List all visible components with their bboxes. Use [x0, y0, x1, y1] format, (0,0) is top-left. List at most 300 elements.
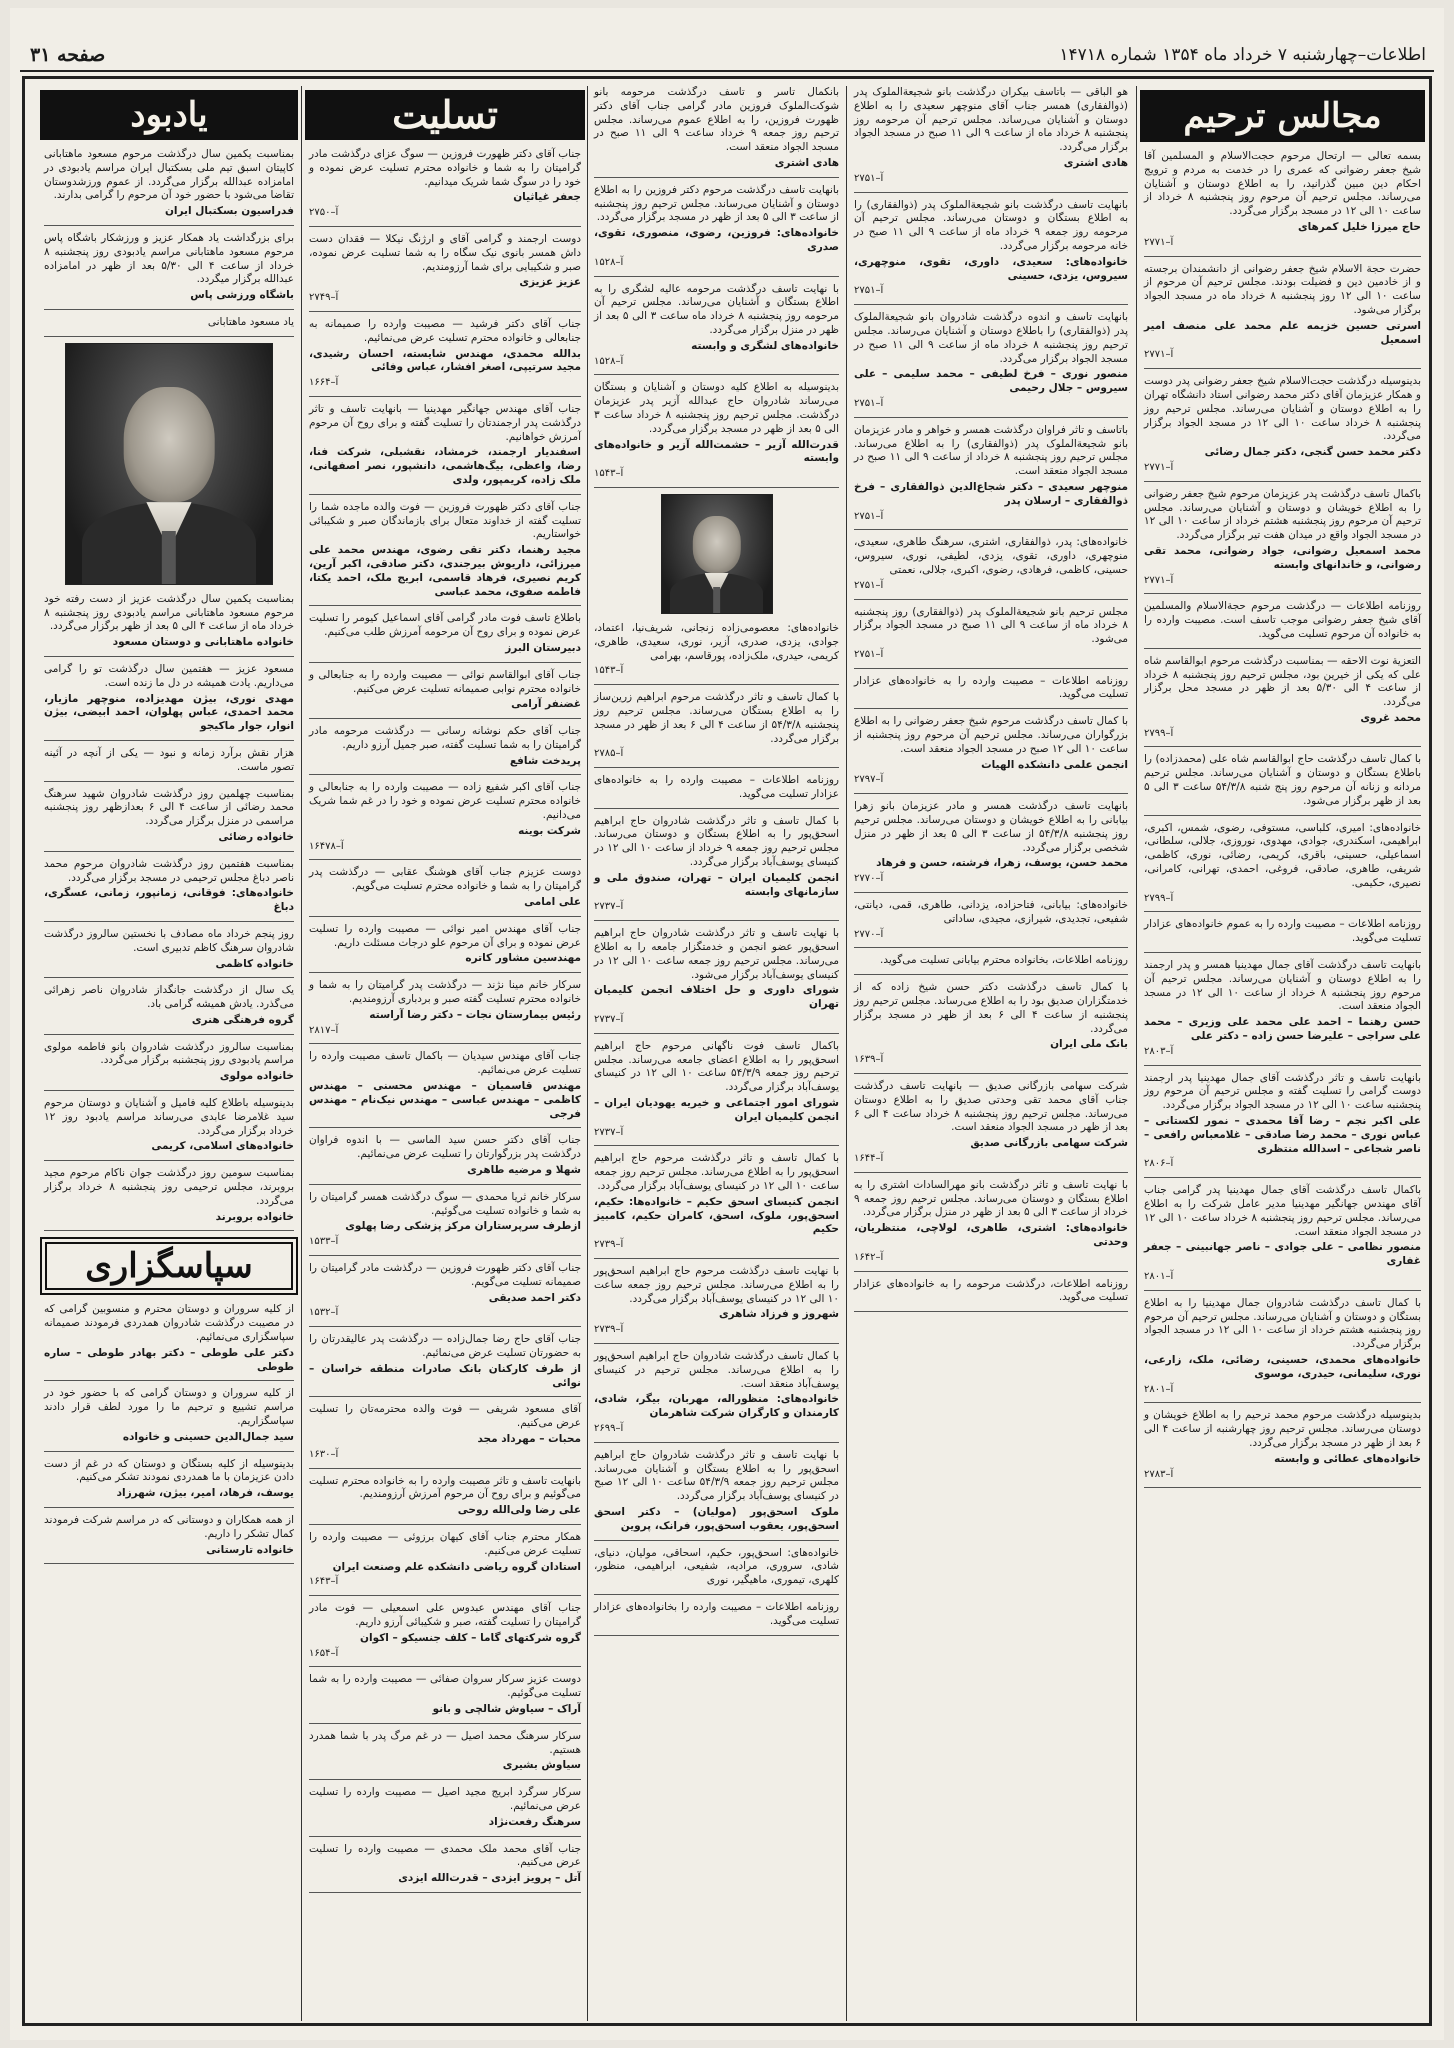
- notice-signature: خانواده مولوی: [219, 1070, 294, 1083]
- notice-text: شرکت سهامی بازرگانی صدیق — بانهایت تاسف درگذشت جناب آقای محمد تقی وحدتی صدیق را به اطلاع دوستان می‌رساند. مجلس ترحیم روز پنجشنبه ۸ خرداد ساعت ۴ الی ۶ بعد از ظهر در مسجد الجواد منعقد است.: [854, 1080, 1128, 1134]
- notice-signature: باشگاه ورزشی پاس: [190, 289, 294, 302]
- notice-text: جناب آقای ابوالقاسم نوائی — مصیبت وارده را به جنابعالی و خانواده محترم نوابی صمیمانه تسلیت عرض می‌کنیم.: [309, 668, 581, 695]
- notice-item: [854, 606, 1128, 669]
- notice-item: [309, 501, 581, 607]
- notice-signature: خانواده رضائی: [218, 830, 294, 843]
- notice-signature: خانواده تارستانی: [206, 1543, 294, 1556]
- notice-item: [44, 858, 294, 922]
- notice-list: [1140, 150, 1425, 1488]
- notice-text: جناب آقای مهندس عبدوس علی اسمعیلی — فوت مادر گرامیتان را تسلیت گفته، صبر و شکیبائی آرزو داریم.: [309, 1602, 581, 1628]
- notice-item: [309, 1262, 581, 1327]
- notice-item: [594, 1152, 839, 1259]
- notice-text: جناب آقای مهندس امیر نوائی — مصیبت وارده را تسلیت عرض نموده و برای آن مرحوم علو درجات مسئلت داریم.: [309, 922, 581, 949]
- notice-item: [1144, 918, 1421, 953]
- notice-text: با کمال تاسف درگذشت دکتر حسن شیخ زاده که از خدمتگزاران صدیق بود را به اطلاع می‌رساند. مجلس ترحیم روز پنجشنبه از ساعت ۴ الی ۶ بعد از ظهر در مسجد برگزار می‌گردد.: [854, 981, 1129, 1035]
- notice-signature: خانواده‌های محمدی، حسینی، رضائی، ملک، زارعی، نوری، سلیمانی، حیدری، موسوی: [1144, 1353, 1421, 1380]
- notice-signature: ازطرف سرپرستاران مرکز پزشکی رضا پهلوی: [345, 1220, 581, 1233]
- notice-text: خانواده‌های: پدر، ذوالفقاری، اشتری، سرهنگ طاهری، سعیدی، منوچهری، داوری، تقوی، یزدی، لطیفی، نوری، سیروس، حسینی، کاظمی، فرهادی، رضوی، اکبری، جلالی، نعمتی: [854, 536, 1128, 576]
- notice-item: [1144, 263, 1421, 370]
- notice-item: [1144, 1297, 1421, 1404]
- notice-item: [1144, 1072, 1421, 1179]
- notice-signature: انجمن کلیمیان ایران – تهران، صندوق ملی و سازمانهای وابسته: [594, 871, 839, 898]
- column-divider: [846, 86, 847, 2021]
- ad-code: آ–۲۷۵۱: [854, 579, 884, 591]
- notice-item: [854, 981, 1128, 1074]
- notice-signature: مهدی نوری، بیژن مهدیزاده، منوچهر مازیار، محمد احمدی، عباس پهلوان، احمد ابیضی، بیژن انوار، جوار ماکیجو: [44, 692, 294, 733]
- notice-item: [594, 691, 839, 768]
- section-banner-sepasgozari: سپاسگزاری: [40, 1237, 298, 1295]
- ad-code: آ–۲۷۵۱: [854, 648, 884, 660]
- notice-item: [854, 311, 1128, 418]
- notice-text: با کمال تاسف و تاثر درگذشت مرحوم ابراهیم زرین‌ساز را به اطلاع بستگان می‌رساند. مجلس ترحیم روز پنجشنبه ۵۴/۳/۸ از ساعت ۴ الی ۶ بعد از ظهر در مسجد برگزار می‌گردد.: [594, 691, 839, 745]
- notice-text: جناب آقای دکتر ظهورت فروزین — سوگ عزای درگذشت مادر گرامیتان را به شما و خانواده محترم تسلیت عرض نموده و خود را در سوگ شما شریک میدانیم.: [309, 148, 581, 188]
- notice-text: جناب آقای مهندس جهانگیر مهدینیا — بانهایت تاسف و تاثر درگذشت پدر ارجمندتان را تسلیت گفته و برای روح آن مرحوم آمرزش خواهانیم.: [309, 402, 581, 443]
- column-notices-3: [590, 86, 843, 2021]
- notice-item: [1144, 1409, 1421, 1488]
- notice-text: سرکار خانم ثریا محمدی — سوگ درگذشت همسر گرامیتان را به شما و خانواده تسلیت می‌گوئیم.: [309, 1190, 581, 1217]
- notice-signature: هادی اشتری: [774, 156, 839, 169]
- notice-item: [1144, 959, 1421, 1066]
- notice-item: [309, 1843, 581, 1893]
- notice-signature: خانواده ماهتابانی و دوستان مسعود: [112, 636, 294, 649]
- notice-item: [854, 1278, 1128, 1313]
- ad-code: آ–۲۷۳۹: [594, 1239, 624, 1251]
- notice-item: [309, 1673, 581, 1723]
- notice-signature: علی رضا ولی‌الله روحی: [457, 1504, 581, 1517]
- ad-code: آ–۲۷۷۰: [854, 873, 884, 885]
- notice-text: جناب آقای مهندس سیدیان — باکمال تاسف مصیبت وارده را تسلیت عرض می‌نمائیم.: [309, 1050, 581, 1077]
- notice-text: بسمه تعالی — ارتحال مرحوم حجت‌الاسلام و المسلمین آقا شیخ جعفر رضوانی که عمری را در خدمت به مردم و ترویج احکام دین مبین گذرانید، را به اطلاع دوستان و آشنایان می‌رساند. مجلس ترحیم آن مرحوم روز پنجشنبه ۸ خرداد از ساعت ۱۰ الی ۱۲ در مسجد برگزار می‌گردد.: [1144, 150, 1421, 218]
- notice-signature: مجید رهنما، دکتر تقی رضوی، مهندس محمد علی میرزائی، داریوش بیرجندی، دکتر صادقی، اکبر آرین، کریم نصیری، فرهاد قاسمی، ابریج ملک، احمد یکتا، فاطمه صفوی، محمد عباسی: [309, 544, 581, 598]
- notice-item: [309, 669, 581, 719]
- notice-signature: خانواده‌های عطائی و وابسته: [1274, 1452, 1421, 1465]
- notice-text: یاد مسعود ماهتابانی: [207, 315, 294, 328]
- notice-text: بانهایت تاسف درگذشت آقای جمال مهدینیا همسر و پدر ارجمند را به اطلاع دوستان و آشنایان می‌رساند. مجلس ترحیم آن مرحوم روز پنجشنبه ۸ خرداد از ساعت ۱۰ الی ۱۲ در مسجد الجواد منعقد است.: [1144, 959, 1422, 1013]
- notice-signature: دکتر احمد صدیقی: [488, 1291, 581, 1304]
- notice-item: [594, 774, 839, 809]
- notice-item: [309, 979, 581, 1044]
- ad-code: آ–۱۶۴۴: [854, 1153, 884, 1164]
- notice-item: [1144, 753, 1421, 815]
- notice-text: باکمال تاسف درگذشت پدر عزیزمان مرحوم شیخ جعفر رضوانی را به اطلاع خویشان و دوستان و آشنایان می‌رساند. مجلس ترحیم آن مرحوم روز پنجشنبه هشتم خرداد از ساعت ۱۰ الی ۱۲ در مسجد الجواد واقع در میدان هفت تیر برگزار می‌گردد.: [1144, 487, 1422, 542]
- notice-signature: خانواده‌های: فروزین، رضوی، منصوری، تقوی، صدری: [594, 227, 839, 253]
- notice-signature: محبات – مهرداد مجد: [477, 1432, 581, 1445]
- notice-item: [594, 86, 839, 178]
- notice-text: بدینوسیله از کلیه بستگان و دوستان که در غم از دست دادن عزیزمان با ما همدردی نمودند تشکر می‌کنیم.: [44, 1457, 294, 1484]
- ad-code: آ–۲۷۷۱: [1144, 574, 1174, 586]
- ad-code: آ–۲۷۵۱: [854, 510, 884, 522]
- notice-text: بدینوسیله باطلاع کلیه فامیل و آشنایان و دوستان مرحوم سید غلامرضا عابدی می‌رساند مراسم یادبود روز ۱۲ خرداد برگزار می‌گردد.: [44, 1097, 294, 1137]
- notice-list: [590, 86, 843, 1636]
- notice-text: باکمال تاسف درگذشت آقای جمال مهدینیا پدر گرامی جناب آقای مهندس جهانگیر مهدینیا مدیر عامل شرکت را به اطلاع می‌رساند. مجلس ترحیم روز پنجشنبه ۸ خرداد ساعت ۱۰ الی ۱۲ در مسجد الجواد منعقد است.: [1144, 1184, 1421, 1238]
- notice-text: جناب آقای دکتر حسن سید الماسی — با اندوه فراوان درگذشت پدر بزرگوارتان را تسلیت عرض می‌نمائیم.: [309, 1134, 581, 1161]
- ad-code: آ–۲۶۹۹: [594, 1422, 624, 1434]
- notice-text: با کمال تاسف درگذشت شادروان جمال مهدینیا را به اطلاع بستگان و دوستان و آشنایان می‌رساند. مجلس ترحیم آن مرحوم روز پنجشنبه هشتم خرداد از ساعت ۱۰ الی ۱۲ در مسجد الجواد برگزار می‌گردد.: [1144, 1296, 1421, 1351]
- column-divider: [1136, 86, 1137, 2021]
- notice-text: بمناسبت سومین روز درگذشت جوان ناکام مرحوم مجید بروبرند، مجلس ترحیمی روز پنجشنبه ۸ خرداد برگزار می‌گردد.: [44, 1167, 295, 1207]
- ad-code: آ–۲۸۰۱: [1144, 1383, 1174, 1395]
- notice-text: التعزیة نوت الاحقه — بمناسبت درگذشت مرحوم ابوالقاسم شاه علی که یکی از خیرین بود، مجلس ترحیم روز پنجشنبه ۸ خرداد از ساعت ۴ الی ۵/۳۰ بعد از ظهر در مسجد محل برگزار می‌گردد.: [1144, 654, 1422, 709]
- ad-code: آ–۲۷۳۹: [594, 1324, 624, 1336]
- notice-signature: بدالله محمدی، مهندس شایسته، احسان رشیدی، مجید سرتیپی، اصغر افشار، عباس وفائی: [309, 347, 581, 374]
- notice-text: با نهایت تاسف و تاثر درگذشت شادروان حاج ابراهیم اسحق‌پور را به اطلاع بستگان و آشنایان می‌رساند. مجلس ترحیم روز جمعه ۵۴/۳/۹ ساعت ۱۰ الی ۱۲ صبح در کنیسای یوسف‌آباد برگزار می‌گردد.: [594, 1448, 840, 1503]
- notice-item: [594, 381, 839, 488]
- notice-item: [44, 1303, 294, 1381]
- ad-code: آ–۱۵۳۳: [309, 1236, 339, 1248]
- notice-signature: شورای داوری و حل اختلاف انجمن کلیمیان تهران: [594, 984, 839, 1011]
- ad-code: آ–۱۵۲۸: [594, 256, 624, 268]
- notice-signature: غضنفر آرامی: [511, 698, 581, 711]
- ad-code: آ–۲۷۸۵: [594, 748, 624, 760]
- notice-signature: خانواده‌های اسلامی، کریمی: [151, 1140, 294, 1153]
- notice-signature: انجمن کنیسای اسحق حکیم – خانواده‌ها: حکیم، اسحق‌پور، ملوک، اسحق، کامران حکیم، کامبیز حکیم: [594, 1195, 839, 1236]
- notice-text: هو الباقی — باتاسف بیکران درگذشت بانو شجیعةالملوک پدر (ذوالفقاری) همسر جناب آقای منوچهر سعیدی را به اطلاع دوستان و آشنایان می‌رساند. مجلس ترحیم آن مرحومه روز پنجشنبه ۸ خرداد ماه از ساعت ۹ الی ۱۱ صبح در مسجد الجواد برگزار می‌گردد.: [854, 86, 1128, 154]
- notice-signature: اسرتی حسین خزیمه علم محمد علی منصف امیر اسمعیل: [1144, 319, 1421, 346]
- ad-code: آ–۲۷۹۹: [1144, 727, 1174, 739]
- notice-item: [309, 148, 581, 227]
- notice-item: [594, 1265, 839, 1344]
- notice-signature: خانواده‌های: اشتری، طاهری، لولاچی، منتظریان، وحدتی: [854, 1222, 1128, 1248]
- column-divider: [587, 86, 588, 2021]
- notice-text: روزنامه اطلاعات – مصیبت وارده را بخانواده‌های عزادار تسلیت می‌گوید.: [594, 1600, 839, 1627]
- notice-item: [309, 923, 581, 973]
- notice-signature: بانک ملی ایران: [1050, 1038, 1128, 1051]
- ad-code: آ–۱۵۳۲: [309, 1307, 339, 1319]
- ad-code: آ–۱۶۵۴: [309, 1647, 339, 1659]
- notice-signature: خانواده بروبرند: [215, 1210, 294, 1223]
- notice-item: [44, 593, 294, 657]
- notice-text: جناب آقای دکتر ظهورت فروزین — فوت والده ماجده شما را تسلیت گفته از خداوند متعال برای بازماندگان صبر و شکیبائی خواستاریم.: [309, 500, 581, 541]
- notice-item: [594, 283, 839, 376]
- ad-code: آ–۲۷۸۳: [1144, 1468, 1174, 1480]
- notice-text: همکار محترم جناب آقای کیهان برزوئی — مصیبت وارده را تسلیت عرض می‌کنیم.: [309, 1530, 581, 1557]
- notice-text: بمناسبت سالروز درگذشت شادروان بانو فاطمه مولوی مراسم یادبودی روز پنجشنبه برگزار می‌گردد.: [44, 1040, 294, 1067]
- ad-code: آ–۲۷۳۷: [594, 1014, 624, 1026]
- notice-item: [44, 1387, 294, 1451]
- notice-text: دوست عزیز سرکار سروان صفائی — مصیبت وارده را به شما تسلیت می‌گوئیم.: [309, 1673, 581, 1700]
- notice-item: [1144, 150, 1421, 257]
- notice-text: بدینوسیله به اطلاع کلیه دوستان و آشنایان و بستگان می‌رساند شادروان حاج عبدالله آزیر پدر عزیزمان درگذشت. مجلس ترحیم روز پنجشنبه ۸ خرداد ساعت ۳ الی ۵ بعد از ظهر در مسجد برگزار می‌گردد.: [594, 381, 840, 435]
- notice-item: [594, 927, 839, 1034]
- portrait-photo: [65, 343, 273, 585]
- notice-item: [854, 675, 1128, 710]
- ad-code: آ–۲۷۵۱: [854, 172, 884, 184]
- notice-signature: حاج میرزا خلیل کمرهای: [1297, 220, 1421, 233]
- notice-item: [309, 1134, 581, 1184]
- notice-item: [44, 747, 294, 782]
- ad-code: آ–۲۷۷۱: [1144, 461, 1174, 473]
- notice-signature: از طرف کارکنان بانک صادرات منطقه خراسان – نوائی: [309, 1362, 581, 1389]
- notice-item: [309, 1050, 581, 1128]
- notice-signature: اسفندیار ارجمند، خرمشاد، نقشبلی، شرکت فنا، رضا، واعظی، بیگ‌هاشمی، دانشپور، نصر اصفهانی، ملک زاده، کریمپور، ولدی: [309, 446, 581, 486]
- notice-item: [44, 1167, 294, 1231]
- notice-signature: شورای امور اجتماعی و خیریه یهودیان ایران – انجمن کلیمیان ایران: [594, 1097, 839, 1123]
- notice-item: [854, 715, 1128, 794]
- notice-signature: مهندسین مشاور کاتره: [465, 952, 581, 965]
- notice-text: بانهایت تاسف و تاثر مصیبت وارده را به خانواده محترم تسلیت می‌گوئیم و برای روح آن مرحوم آمرزش آرزومندیم.: [309, 1474, 581, 1501]
- notice-text: با کمال تاسف و تاثر درگذشت شادروان حاج ابراهیم اسحق‌پور را به اطلاع بستگان و دوستان می‌رساند. مجلس ترحیم روز جمعه ۹ خرداد از ساعت ۱۰ الی ۱۲ در کنیسای یوسف‌آباد برگزار می‌گردد.: [594, 814, 840, 869]
- notice-text: روزنامه اطلاعات، بخانواده محترم بیابانی تسلیت می‌گوید.: [880, 954, 1128, 967]
- notice-item: [309, 781, 581, 860]
- notice-item: [594, 1040, 839, 1147]
- notice-item: [594, 815, 839, 922]
- ad-code: آ–۲۸۱۷: [309, 1024, 339, 1036]
- notice-signature: حسن رهنما – احمد علی محمد علی وزیری – محمد علی سراجی – علیرضا حسن زاده – دکتر علی: [1144, 1016, 1421, 1043]
- notice-item: [1144, 488, 1421, 595]
- notice-signature: عزیز عزیزی: [519, 276, 581, 289]
- column-divider: [301, 86, 302, 2021]
- notice-text: از کلیه سروران و دوستان گرامی که با حضور خود در مراسم تشییع و ترحیم ما را مورد لطف قرار دادند سپاسگزاریم.: [44, 1387, 294, 1428]
- issue-info: اطلاعات–چهارشنبه ۷ خرداد ماه ۱۳۵۴ شماره ۱۴۷۱۸: [1059, 45, 1426, 65]
- notice-item: [1144, 655, 1421, 748]
- ad-code: آ–۱۶۴۲: [854, 1251, 884, 1263]
- section-banner-tarhim: مجالس ترحیم: [1140, 90, 1425, 142]
- ad-code: آ–۲۷۵۱: [854, 397, 884, 409]
- notice-text: بانهایت تاسف و تاثر درگذشت آقای جمال مهدینیا پدر ارجمند دوست گرامی را تسلیت گفته و مجلس ترحیم آن مرحوم روز پنجشنبه ساعت ۱۰ الی ۱۲ در مسجد الجواد برگزار می‌گردد.: [1144, 1071, 1421, 1112]
- page-number: صفحه ۳۱: [30, 44, 106, 66]
- notice-text: برای بزرگداشت یاد همکار عزیز و ورزشکار باشگاه پاس مرحوم مسعود ماهتابانی مراسم یادبودی روز پنجشنبه ۸ خرداد از ساعت ۴ الی ۵/۳۰ بعد از ظهر در امامزاده عبدالله برگزار میگردد.: [44, 231, 294, 286]
- notice-signature: آتل – پرویز ایزدی – قدرت‌الله ایزدی: [398, 1872, 581, 1885]
- notice-text: بانهایت تاسف درگذشت مرحوم دکتر فروزین را به اطلاع دوستان و آشنایان می‌رساند. مجلس ترحیم روز پنجشنبه از ساعت ۳ الی ۵ بعد از ظهر در مسجد برگزار می‌گردد.: [594, 183, 839, 224]
- ad-code: آ–۲۸۰۱: [1144, 1270, 1174, 1282]
- notice-signature: گروه شرکتهای گاما – کلف جنسیکو – اکوان: [360, 1631, 581, 1644]
- notice-text: سرکار سرهنگ محمد اصیل — در غم مرگ پدر با شما همدرد هستیم.: [309, 1729, 581, 1756]
- ad-code: آ–۲۷۵۱: [854, 285, 884, 297]
- notice-item: [309, 1333, 581, 1397]
- ad-code: آ–۱۶۳۹: [854, 1054, 884, 1066]
- notice-signature: علی امامی: [524, 896, 581, 909]
- notice-item: [594, 1547, 839, 1595]
- notice-signature: مهندس قاسمیان – مهندس محسنی – مهندس کاظمی – مهندس عباسی – مهندس نیک‌نام – مهندس فرجی: [309, 1080, 581, 1120]
- notice-text: بانکمال تاسر و تاسف درگذشت مرحومه بانو شوکت‌الملوک فروزین مادر گرامی جناب آقای دکتر ظهورت فروزین، را به اطلاع عموم می‌رساند. مجلس ترحیم روز جمعه ۹ خرداد ساعت ۹ الی ۱۱ صبح در مسجد الجواد منعقد است.: [594, 86, 840, 154]
- notice-item: [854, 86, 1128, 193]
- notice-item: [44, 148, 294, 226]
- notice-text: بدینوسیله درگذشت مرحوم محمد ترحیم را به اطلاع خویشان و دوستان می‌رساند. مجلس ترحیم روز چهارشنبه از ساعت ۴ الی ۶ بعد از ظهر در مسجد برگزار می‌گردد.: [1144, 1409, 1421, 1449]
- notice-signature: ملوک اسحق‌پور (مولیان) – دکتر اسحق اسحق‌پور، یعقوب اسحق‌پور، فرانک، پروین: [594, 1505, 839, 1532]
- notice-text: جناب آقای اکبر شفیع زاده — مصیبت وارده را به جنابعالی و خانواده محترم تسلیت عرض نموده و خود را در غم شما شریک می‌دانیم.: [309, 781, 581, 822]
- notice-text: بانهایت تاسف درگذشت بانو شجیعةالملوک پدر (ذوالفقاری) را به اطلاع بستگان و دوستان می‌رساند. مجلس ترحیم آن مرحومه روز جمعه ۹ خرداد ماه از ساعت ۹ الی ۱۱ صبح در خانه مرحومه برگزار می‌گردد.: [854, 198, 1128, 252]
- notice-signature: استادان گروه ریاضی دانشکده علم وصنعت ایران: [332, 1560, 581, 1573]
- notice-item: [44, 1458, 294, 1508]
- ad-code: آ–۱۵۲۸: [594, 355, 624, 367]
- notice-item: [44, 663, 294, 741]
- notice-text: روز پنجم خرداد ماه مصادف با نخستین سالروز درگذشت شادروان سرهنگ کاظم تدبیری است.: [44, 927, 294, 954]
- notice-signature: محمد اسمعیل رضوانی، جواد رضوانی، محمد تقی رضوانی، و خاندانهای وابسته: [1144, 544, 1421, 571]
- notice-signature: خانواده‌های: منظوراله، مهربان، بیگر، شادی، کارمندان و کارگران شرکت شاهرمان: [594, 1393, 839, 1420]
- notice-text: خانواده‌های: معصومی‌زاده زنجانی، شریف‌نیا، اعتماد، جوادی، یزدی، صدری، آزیر، نوری، سعیدی، طاهری، کریمی، حیدری، ملک‌زاده، پورقاسم، بهرامی: [594, 621, 839, 662]
- notice-list: [850, 86, 1132, 1312]
- notice-signature: شهروز و فرزاد شاهری: [719, 1308, 839, 1321]
- notice-text: جناب آقای دکتر فرشید — مصیبت وارده را صمیمانه به جنابعالی و خانواده محترم تسلیت عرض می‌نمائیم.: [309, 317, 581, 344]
- notice-item: [309, 612, 581, 662]
- notice-signature: دبیرستان البرز: [505, 641, 581, 654]
- notice-signature: دکتر علی طوطی – دکتر بهادر طوطی – ساره طوطی: [44, 1346, 294, 1373]
- notice-text: باکمال تاسف فوت ناگهانی مرحوم حاج ابراهیم اسحق‌پور را به اطلاع اعضای جامعه می‌رساند. مجلس ترحیم روز جمعه ۵۴/۳/۹ ساعت ۱۰ الی ۱۲ در کنیسای یوسف‌آباد برگزار می‌گردد.: [594, 1039, 840, 1094]
- notice-item: [854, 536, 1128, 599]
- notice-text: بمناسبت چهلمین روز درگذشت شادروان شهید سرهنگ محمد رضائی از ساعت ۴ الی ۶ بعدازظهر روز پنجشنبه مراسمی در منزل برگزار می‌گردد.: [44, 787, 295, 828]
- notice-text: بدینوسیله درگذشت حجت‌الاسلام شیخ جعفر رضوانی پدر دوست و همکار عزیزمان آقای دکتر محمد رضوانی استاد دانشگاه تهران را به اطلاع دوستان و آشنایان می‌رساند. مجلس ترحیم روز پنجشنبه ۸ خرداد ساعت ۱۰ الی ۱۲ در مسجد الجواد برگزار می‌گردد.: [1144, 375, 1422, 443]
- notice-text: دوست عزیزم جناب آقای هوشنگ عقابی — درگذشت پدر گرامیتان را به شما و خانواده محترم تسلیت می‌گویم.: [309, 866, 581, 893]
- notice-item: [594, 622, 839, 685]
- notice-signature: یوسف، فرهاد، امیر، بیژن، شهرزاد: [116, 1487, 294, 1500]
- notice-text: هزار نقش برآرد زمانه و نبود — یکی از آنچه در آئینه تصور ماست.: [44, 746, 294, 773]
- notice-text: سرکار خانم مینا نژند — درگذشت پدر گرامیتان را به شما و خانواده محترم تسلیت گفته صبر و بردباری آرزومندیم.: [309, 979, 581, 1006]
- notice-item: [44, 232, 294, 310]
- notice-text: با نهایت تاسف و تاثر درگذشت بانو مهرالسادات اشتری را به اطلاع بستگان و دوستان می‌رساند. مجلس ترحیم روز جمعه ۹ خرداد از ساعت ۳ الی ۵ بعد از ظهر در منزل برگزار می‌گردد.: [854, 1178, 1128, 1219]
- notice-item: [1144, 1184, 1421, 1291]
- notice-item: [309, 318, 581, 397]
- notice-text: باتاسف و تاثر فراوان درگذشت همسر و خواهر و مادر عزیزمان بانو شجیعةالملوک پدر (ذوالفقاری) را به اطلاع می‌رساند. مجلس ترحیم روز پنجشنبه ۸ خرداد از ساعت ۹ الی ۱۱ صبح در مسجد الجواد منعقد است.: [854, 423, 1128, 478]
- notice-signature: پریدخت شافع: [509, 754, 581, 767]
- section-banner-yadbud: یادبود: [40, 90, 298, 140]
- notice-item: [854, 954, 1128, 975]
- notice-item: [309, 1191, 581, 1256]
- notice-item: [309, 1602, 581, 1667]
- notice-text: خانواده‌های: بیابانی، فتاحزاده، یزدانی، طاهری، قمی، دیانتی، شفیعی، تجدیدی، شیرازی، مجیدی، ساداتی: [854, 899, 1128, 925]
- notice-signature: رئیس بیمارستان نجات – دکتر رضا آراسته: [369, 1008, 581, 1021]
- notice-text: حضرت حجة الاسلام شیخ جعفر رضوانی از دانشمندان برجسته و از خادمین دین و فضیلت بودند. مجلس ترحیم آن مرحوم از ساعت ۱۰ الی ۱۲ روز پنجشنبه ۸ خرداد ماه در مسجد الجواد برگزار می‌شود.: [1144, 262, 1421, 316]
- section-banner-tasliyat: تسلیت: [305, 90, 585, 140]
- notice-signature: محمد حسن، یوسف، زهرا، فرشته، حسن و فرهاد: [876, 857, 1128, 870]
- ad-code: آ–۱۶۶۴: [309, 377, 339, 389]
- notice-signature: دکتر محمد حسن گنجی، دکتر جمال رضائی: [1204, 446, 1421, 459]
- notice-item: [309, 1786, 581, 1836]
- notice-signature: خانواده‌های: سعیدی، داوری، تقوی، منوچهری، سیروس، یزدی، حسینی: [854, 255, 1128, 282]
- ad-code: آ–۱۶۳۰: [309, 1448, 339, 1460]
- notice-signature: خانواده‌های: فوقانی، زمانپور، زمانی، عسگری، دباغ: [44, 887, 294, 914]
- notice-text: روزنامه اطلاعات – مصیبت وارده را به خانواده‌های عزادار تسلیت می‌گوید.: [854, 674, 1128, 701]
- column-condolences: [305, 86, 585, 2021]
- notice-text: جناب آقای محمد ملک محمدی — مصیبت وارده را تسلیت عرض می‌کنیم.: [309, 1842, 581, 1869]
- notice-item: [309, 866, 581, 916]
- notice-text: با نهایت تاسف درگذشت مرحومه عالیه لشگری را به اطلاع بستگان و آشنایان می‌رساند. مجلس ترحیم آن مرحومه روز پنجشنبه ۸ خرداد ماه ساعت ۳ الی ۵ بعد از ظهر در منزل برگزار می‌گردد.: [594, 282, 839, 336]
- notice-item: [44, 1041, 294, 1091]
- ad-code: آ–۲۷۹۹: [1144, 892, 1174, 904]
- ad-code: آ–۲۷۴۹: [309, 292, 339, 304]
- notice-text: آقای مسعود شریفی — فوت والده محترمه‌تان را تسلیت عرض می‌کنیم.: [309, 1403, 581, 1430]
- notice-item: [309, 403, 581, 495]
- notice-item: [854, 424, 1128, 531]
- notice-item: [44, 1097, 294, 1161]
- ad-code: آ–۲۷۷۰: [854, 928, 884, 940]
- ad-code: آ–۲۷۷۱: [1144, 236, 1174, 248]
- ad-code: آ–۱۶۴۳: [309, 1576, 339, 1588]
- notice-signature: فدراسیون بسکتبال ایران: [164, 205, 294, 218]
- notice-signature: انجمن علمی دانشکده الهیات: [981, 758, 1128, 771]
- notice-text: مسعود عزیز — هفتمین سال درگذشت تو را گرامی می‌داریم. یادت همیشه در دل ما زنده است.: [44, 662, 294, 689]
- notice-text: جناب آقای حکم نوشانه رسانی — درگذشت مرحومه مادر گرامیتان را به شما تسلیت گفته، صبر جمیل آرزو داریم.: [309, 725, 581, 751]
- notice-text: روزنامه اطلاعات – مصیبت وارده را به خانواده‌های عزادار تسلیت می‌گوید.: [594, 774, 839, 800]
- notice-text: سرکار سرگرد ابریج مجید اصیل — مصیبت وارده را تسلیت عرض می‌نمائیم.: [309, 1786, 581, 1812]
- notice-item: [1144, 375, 1421, 482]
- notice-text: از همه همکاران و دوستانی که در مراسم شرکت فرمودند کمال تشکر را داریم.: [44, 1514, 294, 1540]
- ad-code: آ–۲۸۰۶: [1144, 1158, 1174, 1170]
- notice-signature: سید جمال‌الدین حسینی و خانواده: [122, 1430, 294, 1443]
- notice-text: با کمال تاسف درگذشت شادروان حاج ابراهیم اسحق‌پور را به اطلاع می‌رساند. مجلس ترحیم در کنیسای یوسف‌آباد منعقد است.: [594, 1349, 839, 1390]
- notice-item: [594, 1601, 839, 1636]
- notice-signature: علی اکبر نجم – رضا آقا محمدی – نمور لکستانی – عباس نوری – محمد رضا صادقی – غلامعباس رافعی – ناصر شجاعی – اسدالله منتظری: [1144, 1115, 1421, 1155]
- notice-text: دوست ارجمند و گرامی آقای و ارژنگ نیکلا — فقدان دست داش همسر بانوی نیک سگاه را به شما تسلیت عرض نموده، صبر و شکیبایی برای شما آرزومندیم.: [309, 232, 581, 273]
- notice-text: باطلاع تاسف فوت مادر گرامی آقای اسماعیل کیومر را تسلیت عرض نموده و برای روح آن مرحومه آمرزش طلب می‌کنیم.: [309, 612, 581, 639]
- notice-text: روزنامه اطلاعات، درگذشت مرحومه را به خانواده‌های عزادار تسلیت می‌گوید.: [854, 1277, 1128, 1304]
- notice-text: بانهایت تاسف و اندوه درگذشت شادروان بانو شجیعةالملوک پدر (ذوالفقاری) را باطلاع دوستان و آشنایان می‌رساند. مجلس ترحیم روز پنجشنبه ۸ خرداد ماه از ساعت ۹ الی ۱۱ صبح در مسجد الجواد برگزار می‌گردد.: [854, 311, 1128, 365]
- notice-item: [594, 1350, 839, 1443]
- notice-text: خانواده‌های: امیری، کلباسی، مستوفی، رضوی، شمس، اکبری، ابراهیمی، اسکندری، جوادی، مهدوی، نوروزی، جلالی، سلطانی، اسماعیلی، حسینی، باقری، کریمی، رضائی، نوری، کاظمی، شریفی، طاهری، صادقی، فروغی، احمدی، تهرانی، کامرانی، نصیری، حکیمی.: [1144, 821, 1421, 889]
- notice-signature: شهلا و مرضیه طاهری: [467, 1164, 581, 1177]
- notice-text: روزنامه اطلاعات – مصیبت وارده را به عموم خانواده‌های عزادار تسلیت می‌گوید.: [1144, 918, 1421, 945]
- notice-signature: آراک – سیاوش شالچی و بانو: [432, 1702, 581, 1715]
- notice-item: [44, 984, 294, 1034]
- ad-code: آ–۲۷۳۷: [594, 1126, 624, 1138]
- notice-signature: شرکت سهامی بازرگانی صدیق: [970, 1137, 1128, 1150]
- ad-code: آ–۱۵۴۳: [594, 468, 624, 480]
- notice-item: [44, 788, 294, 852]
- ad-code: آ–۲۷۷۱: [1144, 349, 1174, 361]
- notice-item: [854, 1080, 1128, 1173]
- notice-signature: جعفر غیاثیان: [513, 191, 581, 204]
- ad-code: آ–۲۷۵۰: [309, 207, 339, 219]
- notice-item: [309, 1403, 581, 1468]
- notice-item: [594, 1449, 839, 1541]
- notice-text: جناب آقای دکتر ظهورت فروزین — درگذشت مادر گرامیتان را صمیمانه تسلیت می‌گویم.: [309, 1262, 581, 1288]
- ad-code: آ–۲۷۳۷: [594, 901, 624, 913]
- notice-text: با نهایت تاسف درگذشت مرحوم حاج ابراهیم اسحق‌پور را به اطلاع می‌رساند. مجلس ترحیم روز جمعه ساعت ۱۰ الی ۱۲ در کنیسای یوسف‌آباد برگزار می‌گردد.: [594, 1265, 839, 1305]
- notice-text: با نهایت تاسف و تاثر درگذشت شادروان حاج ابراهیم اسحق‌پور عضو انجمن و خدمتگزار جامعه را به اطلاع می‌رساند. مجلس ترحیم روز جمعه ساعت ۱۰ الی ۱۲ در کنیسای یوسف‌آباد برگزار می‌شود.: [594, 927, 839, 981]
- notice-text: بمناسبت هفتمین روز درگذشت شادروان مرحوم محمد ناصر دباغ مجلس ترحیمی در مسجد برگزار می‌گردد.: [44, 857, 294, 884]
- notice-signature: محمد غروی: [1360, 711, 1421, 724]
- notice-signature: سیاوش بشیری: [502, 1759, 581, 1772]
- page-header: [20, 40, 1434, 72]
- notice-text: جناب آقای حاج رضا جمال‌زاده — درگذشت پدر عالیقدرتان را به حضورتان تسلیت عرض می‌نمائیم.: [309, 1333, 581, 1359]
- notice-text: با کمال تاسف درگذشت مرحوم شیخ جعفر رضوانی را به اطلاع بزرگواران می‌رساند. مجلس ترحیم آن مرحوم روز پنجشنبه از ساعت ۱۰ الی ۱۲ صبح در مسجد الجواد منعقد است.: [854, 715, 1128, 755]
- notice-item: [1144, 822, 1421, 913]
- notice-text: خانواده‌های: اسحق‌پور، حکیم، اسحاقی، مولیان، دنیای، شادی، سروری، مرادیه، شفیعی، ابراهیمی، منظور، کلهری، تیموری، ماهیگیر، نوری: [594, 1546, 839, 1587]
- notice-item: [309, 1475, 581, 1525]
- ad-code: آ–۱۵۴۳: [594, 665, 624, 677]
- notice-list: [40, 148, 298, 1564]
- ad-code: آ–۲۷۹۷: [854, 774, 884, 786]
- notice-text: بانهایت تاسف درگذشت همسر و مادر عزیزمان بانو زهرا بیابانی را به اطلاع خویشان و دوستان می‌رساند. مجلس ترحیم روز پنجشنبه ۵۴/۳/۸ از ساعت ۳ الی ۵ بعد از ظهر در منزل شخصی برگزار می‌گردد.: [854, 800, 1129, 854]
- notice-signature: قدرت‌الله آزیر – حشمت‌الله آزیر و خانواده‌های وابسته: [594, 438, 839, 465]
- notice-item: [309, 725, 581, 775]
- notice-item: [854, 899, 1128, 948]
- notice-signature: منصور نوری – فرخ لطیفی – محمد سلیمی – علی سیروس – جلال رحیمی: [854, 368, 1128, 395]
- notice-item: [309, 233, 581, 312]
- column-memorials: [40, 86, 298, 2021]
- notice-text: روزنامه اطلاعات — درگذشت مرحوم حجة‌الاسلام والمسلمین آقای شیخ جعفر رضوانی موجب تاسف است. مصیبت وارده را به خانواده آن مرحوم تسلیت می‌گوید.: [1144, 600, 1421, 640]
- notice-signature: هادی اشتری: [1063, 156, 1128, 169]
- notice-text: یک سال از درگذشت جانگداز شادروان ناصر زهرائی می‌گذرد. یادش همیشه گرامی باد.: [44, 984, 294, 1011]
- ad-code: آ–۲۸۰۳: [1144, 1045, 1174, 1057]
- notice-signature: گروه فرهنگی هنری: [191, 1013, 294, 1026]
- notice-item: [594, 184, 839, 277]
- column-obituaries: [1140, 86, 1425, 2021]
- notice-signature: خانواده‌های لشگری و وابسته: [691, 339, 839, 352]
- notice-list: [305, 148, 585, 1893]
- notice-item: [309, 1730, 581, 1780]
- notice-item: [854, 800, 1128, 893]
- notice-text: مجلس ترحیم بانو شجیعةالملوک پدر (ذوالفقاری) روز پنجشنبه ۸ خرداد ماه از ساعت ۹ الی ۱۱ صبح در مسجد الجواد برگزار می‌شود.: [854, 605, 1128, 646]
- notice-item: [854, 199, 1128, 306]
- notice-item: [44, 1514, 294, 1564]
- notice-item: [309, 1531, 581, 1596]
- notice-signature: منصور نظامی – علی جوادی – ناصر جهانبینی – جعفر غفاری: [1144, 1241, 1421, 1268]
- notice-item: [1144, 600, 1421, 648]
- ad-code: آ–۱۶۴۷۸: [309, 840, 344, 852]
- notice-text: با کمال تاسف و تاثر درگذشت مرحوم حاج ابراهیم اسحق‌پور را به اطلاع می‌رساند. مجلس ترحیم روز جمعه ساعت ۱۰ الی ۱۲ در کنیسای یوسف‌آباد برگزار می‌گردد.: [594, 1152, 839, 1193]
- notice-signature: شرکت بوینه: [518, 824, 581, 837]
- notice-signature: خانواده کاظمی: [215, 957, 294, 970]
